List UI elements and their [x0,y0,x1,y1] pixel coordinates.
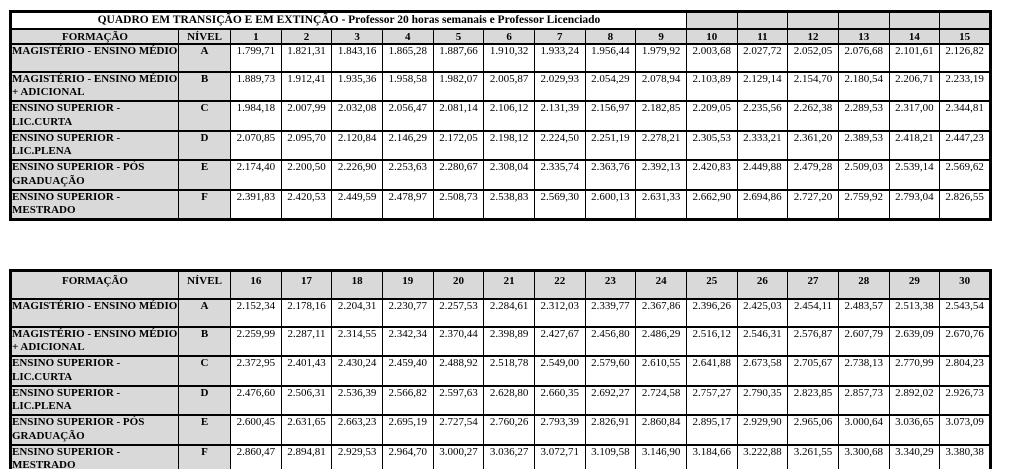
table-row [11,327,991,357]
nivel-cell: A [179,299,231,327]
value-cell: 2.182,85 [636,101,687,131]
table-row [11,415,991,445]
value-cell: 2.363,76 [585,160,636,190]
value-cell: 2.106,12 [484,101,535,131]
nivel-cell: A [179,44,231,72]
level-column-header: 11 [737,29,788,44]
value-cell: 2.032,08 [332,101,383,131]
level-column-header: 3 [332,29,383,44]
value-cell: 2.804,23 [940,356,991,386]
value-cell: 2.361,20 [788,131,839,161]
value-cell: 2.926,73 [940,386,991,416]
value-cell: 1.799,71 [231,44,282,72]
title-spacer-cell [889,12,940,29]
value-cell: 2.259,99 [231,327,282,357]
value-cell: 3.000,64 [838,415,889,445]
level-column-header: 15 [940,29,991,44]
value-cell: 2.370,44 [433,327,484,357]
value-cell: 2.641,88 [686,356,737,386]
value-cell: 2.392,13 [636,160,687,190]
nivel-cell: C [179,101,231,131]
value-cell: 2.209,05 [686,101,737,131]
value-cell: 2.081,14 [433,101,484,131]
value-cell: 3.184,66 [686,445,737,469]
table-row [11,131,991,161]
formacao-cell: ENSINO SUPERIOR - LIC.PLENA [11,131,179,161]
value-cell: 2.538,83 [484,190,535,220]
formacao-cell: ENSINO SUPERIOR - MESTRADO [11,445,179,469]
value-cell: 2.639,09 [889,327,940,357]
value-cell: 3.073,09 [940,415,991,445]
value-cell: 2.727,20 [788,190,839,220]
value-cell: 2.391,83 [231,190,282,220]
value-cell: 2.262,38 [788,101,839,131]
formacao-cell: ENSINO SUPERIOR - PÓS GRADUAÇÃO [11,160,179,190]
formacao-cell: MAGISTÉRIO - ENSINO MÉDIO + ADICIONAL [11,327,179,357]
value-cell: 2.278,21 [636,131,687,161]
value-cell: 2.425,03 [737,299,788,327]
nivel-cell: F [179,190,231,220]
level-column-header: 8 [585,29,636,44]
formacao-cell: MAGISTÉRIO - ENSINO MÉDIO [11,44,179,72]
value-cell: 2.174,40 [231,160,282,190]
value-cell: 2.172,05 [433,131,484,161]
formacao-cell: MAGISTÉRIO - ENSINO MÉDIO [11,299,179,327]
value-cell: 2.101,61 [889,44,940,72]
value-cell: 2.401,43 [281,356,332,386]
level-column-header: 2 [281,29,332,44]
value-cell: 2.280,67 [433,160,484,190]
value-cell: 2.152,34 [231,299,282,327]
formacao-cell: ENSINO SUPERIOR - LIC.PLENA [11,386,179,416]
nivel-cell: D [179,131,231,161]
value-cell: 2.628,80 [484,386,535,416]
value-cell: 3.036,27 [484,445,535,469]
value-cell: 2.054,29 [585,72,636,102]
value-cell: 3.036,65 [889,415,940,445]
value-cell: 2.447,23 [940,131,991,161]
value-cell: 2.308,04 [484,160,535,190]
value-cell: 2.860,84 [636,415,687,445]
value-cell: 2.860,47 [231,445,282,469]
value-cell: 2.052,05 [788,44,839,72]
value-cell: 2.479,28 [788,160,839,190]
value-cell: 2.420,53 [281,190,332,220]
value-cell: 2.597,63 [433,386,484,416]
value-cell: 2.314,55 [332,327,383,357]
level-column-header: 30 [940,271,991,299]
value-cell: 2.516,12 [686,327,737,357]
value-cell: 2.430,24 [332,356,383,386]
level-column-header: 10 [686,29,737,44]
level-column-header: 16 [231,271,282,299]
level-column-header: 27 [788,271,839,299]
value-cell: 3.261,55 [788,445,839,469]
value-cell: 3.380,38 [940,445,991,469]
table-row [11,44,991,72]
level-column-header: 18 [332,271,383,299]
value-cell: 2.333,21 [737,131,788,161]
formacao-cell: ENSINO SUPERIOR - LIC.CURTA [11,356,179,386]
table-body [11,299,991,469]
table-gap [9,221,1001,269]
formacao-cell: ENSINO SUPERIOR - MESTRADO [11,190,179,220]
value-cell: 2.284,61 [484,299,535,327]
value-cell: 2.546,31 [737,327,788,357]
value-cell: 2.663,23 [332,415,383,445]
value-cell: 2.389,53 [838,131,889,161]
value-cell: 2.289,53 [838,101,889,131]
value-cell: 2.965,06 [788,415,839,445]
value-cell: 2.235,56 [737,101,788,131]
value-cell: 2.449,59 [332,190,383,220]
nivel-cell: E [179,160,231,190]
value-cell: 2.759,92 [838,190,889,220]
value-cell: 2.454,11 [788,299,839,327]
value-cell: 2.287,11 [281,327,332,357]
title-spacer-cell [788,12,839,29]
value-cell: 2.536,39 [332,386,383,416]
level-column-header: 4 [382,29,433,44]
level-column-header: 22 [534,271,585,299]
level-column-header: 14 [889,29,940,44]
value-cell: 2.233,19 [940,72,991,102]
value-cell: 2.204,31 [332,299,383,327]
value-cell: 2.120,84 [332,131,383,161]
value-cell: 2.631,65 [281,415,332,445]
value-cell: 2.724,58 [636,386,687,416]
value-cell: 1.935,36 [332,72,383,102]
table-row [11,299,991,327]
value-cell: 2.007,99 [281,101,332,131]
value-cell: 2.076,68 [838,44,889,72]
title-spacer-cell [737,12,788,29]
value-cell: 2.129,14 [737,72,788,102]
value-cell: 2.459,40 [382,356,433,386]
value-cell: 2.005,87 [484,72,535,102]
value-cell: 2.478,97 [382,190,433,220]
value-cell: 2.543,54 [940,299,991,327]
title-spacer-cell [686,12,737,29]
value-cell: 2.600,45 [231,415,282,445]
value-cell: 1.956,44 [585,44,636,72]
value-cell: 2.660,35 [534,386,585,416]
nivel-column-header: NÍVEL [179,29,231,44]
value-cell: 3.222,88 [737,445,788,469]
value-cell: 2.631,33 [636,190,687,220]
value-cell: 2.146,29 [382,131,433,161]
table-row [11,160,991,190]
value-cell: 2.486,29 [636,327,687,357]
value-cell: 2.662,90 [686,190,737,220]
value-cell: 1.889,73 [231,72,282,102]
value-cell: 3.146,90 [636,445,687,469]
table-title-row [11,12,991,29]
value-cell: 2.670,76 [940,327,991,357]
value-cell: 2.695,19 [382,415,433,445]
value-cell: 2.206,71 [889,72,940,102]
value-cell: 2.056,47 [382,101,433,131]
value-cell: 2.317,00 [889,101,940,131]
level-column-header: 28 [838,271,889,299]
value-cell: 2.569,62 [940,160,991,190]
value-cell: 2.029,93 [534,72,585,102]
value-cell: 2.257,53 [433,299,484,327]
level-column-header: 20 [433,271,484,299]
value-cell: 2.793,39 [534,415,585,445]
table-row [11,72,991,102]
value-cell: 1.912,41 [281,72,332,102]
value-cell: 2.305,53 [686,131,737,161]
formacao-column-header: FORMAÇÃO [11,29,179,44]
table-row [11,356,991,386]
value-cell: 2.178,16 [281,299,332,327]
value-cell: 1.982,07 [433,72,484,102]
value-cell: 2.506,31 [281,386,332,416]
value-cell: 2.509,03 [838,160,889,190]
table-row [11,190,991,220]
nivel-cell: D [179,386,231,416]
value-cell: 2.427,67 [534,327,585,357]
value-cell: 2.131,39 [534,101,585,131]
table-body [11,44,991,220]
formacao-cell: MAGISTÉRIO - ENSINO MÉDIO + ADICIONAL [11,72,179,102]
value-cell: 1.933,24 [534,44,585,72]
value-cell: 2.576,87 [788,327,839,357]
value-cell: 3.000,27 [433,445,484,469]
value-cell: 2.420,83 [686,160,737,190]
value-cell: 2.579,60 [585,356,636,386]
value-cell: 2.826,91 [585,415,636,445]
nivel-cell: B [179,72,231,102]
level-column-header: 9 [636,29,687,44]
value-cell: 2.095,70 [281,131,332,161]
value-cell: 3.300,68 [838,445,889,469]
value-cell: 2.894,81 [281,445,332,469]
value-cell: 2.694,86 [737,190,788,220]
value-cell: 2.826,55 [940,190,991,220]
value-cell: 2.483,57 [838,299,889,327]
value-cell: 1.843,16 [332,44,383,72]
value-cell: 1.910,32 [484,44,535,72]
value-cell: 2.070,85 [231,131,282,161]
column-header-row [11,29,991,44]
value-cell: 2.372,95 [231,356,282,386]
value-cell: 2.488,92 [433,356,484,386]
value-cell: 2.566,82 [382,386,433,416]
value-cell: 2.180,54 [838,72,889,102]
table-row [11,386,991,416]
value-cell: 2.705,67 [788,356,839,386]
nivel-cell: C [179,356,231,386]
value-cell: 2.398,89 [484,327,535,357]
value-cell: 3.109,58 [585,445,636,469]
value-cell: 2.154,70 [788,72,839,102]
level-column-header: 29 [889,271,940,299]
level-column-header: 13 [838,29,889,44]
value-cell: 2.607,79 [838,327,889,357]
value-cell: 2.367,86 [636,299,687,327]
table-row [11,101,991,131]
value-cell: 2.078,94 [636,72,687,102]
value-cell: 1.958,58 [382,72,433,102]
value-cell: 2.226,90 [332,160,383,190]
nivel-column-header: NÍVEL [179,271,231,299]
salary-table-levels-1-15 [9,10,992,221]
level-column-header: 21 [484,271,535,299]
level-column-header: 7 [534,29,585,44]
value-cell: 2.964,70 [382,445,433,469]
formacao-column-header: FORMAÇÃO [11,271,179,299]
value-cell: 1.984,18 [231,101,282,131]
value-cell: 2.738,13 [838,356,889,386]
level-column-header: 24 [636,271,687,299]
value-cell: 2.929,90 [737,415,788,445]
level-column-header: 25 [686,271,737,299]
nivel-cell: F [179,445,231,469]
value-cell: 2.790,35 [737,386,788,416]
level-column-header: 12 [788,29,839,44]
table-row [11,445,991,469]
value-cell: 2.198,12 [484,131,535,161]
title-spacer-cell [838,12,889,29]
value-cell: 2.692,27 [585,386,636,416]
value-cell: 2.396,26 [686,299,737,327]
value-cell: 2.230,77 [382,299,433,327]
value-cell: 2.126,82 [940,44,991,72]
value-cell: 2.456,80 [585,327,636,357]
value-cell: 2.003,68 [686,44,737,72]
nivel-cell: B [179,327,231,357]
value-cell: 2.929,53 [332,445,383,469]
table-title: QUADRO EM TRANSIÇÃO E EM EXTINÇÃO - Professor 20 horas semanais e Professor Licenciado [11,12,687,29]
value-cell: 2.027,72 [737,44,788,72]
value-cell: 2.103,89 [686,72,737,102]
formacao-cell: ENSINO SUPERIOR - LIC.CURTA [11,101,179,131]
value-cell: 2.727,54 [433,415,484,445]
value-cell: 1.887,66 [433,44,484,72]
value-cell: 2.793,04 [889,190,940,220]
value-cell: 2.251,19 [585,131,636,161]
value-cell: 2.600,13 [585,190,636,220]
value-cell: 1.979,92 [636,44,687,72]
level-column-header: 6 [484,29,535,44]
value-cell: 2.549,00 [534,356,585,386]
value-cell: 1.865,28 [382,44,433,72]
value-cell: 2.335,74 [534,160,585,190]
value-cell: 2.508,73 [433,190,484,220]
value-cell: 2.895,17 [686,415,737,445]
value-cell: 2.539,14 [889,160,940,190]
formacao-cell: ENSINO SUPERIOR - PÓS GRADUAÇÃO [11,415,179,445]
value-cell: 2.156,97 [585,101,636,131]
value-cell: 2.513,38 [889,299,940,327]
value-cell: 3.072,71 [534,445,585,469]
value-cell: 2.857,73 [838,386,889,416]
value-cell: 2.770,99 [889,356,940,386]
value-cell: 2.518,78 [484,356,535,386]
value-cell: 2.757,27 [686,386,737,416]
value-cell: 2.344,81 [940,101,991,131]
value-cell: 2.224,50 [534,131,585,161]
title-spacer-cell [940,12,991,29]
level-column-header: 19 [382,271,433,299]
nivel-cell: E [179,415,231,445]
value-cell: 2.339,77 [585,299,636,327]
level-column-header: 23 [585,271,636,299]
level-column-header: 5 [433,29,484,44]
value-cell: 2.569,30 [534,190,585,220]
value-cell: 2.760,26 [484,415,535,445]
column-header-row [11,271,991,299]
salary-table-levels-16-30 [9,269,992,469]
value-cell: 2.200,50 [281,160,332,190]
value-cell: 2.418,21 [889,131,940,161]
value-cell: 2.312,03 [534,299,585,327]
value-cell: 2.823,85 [788,386,839,416]
level-column-header: 26 [737,271,788,299]
level-column-header: 1 [231,29,282,44]
value-cell: 2.610,55 [636,356,687,386]
value-cell: 2.673,58 [737,356,788,386]
value-cell: 3.340,29 [889,445,940,469]
value-cell: 2.253,63 [382,160,433,190]
value-cell: 1.821,31 [281,44,332,72]
level-column-header: 17 [281,271,332,299]
value-cell: 2.342,34 [382,327,433,357]
value-cell: 2.449,88 [737,160,788,190]
value-cell: 2.476,60 [231,386,282,416]
value-cell: 2.892,02 [889,386,940,416]
